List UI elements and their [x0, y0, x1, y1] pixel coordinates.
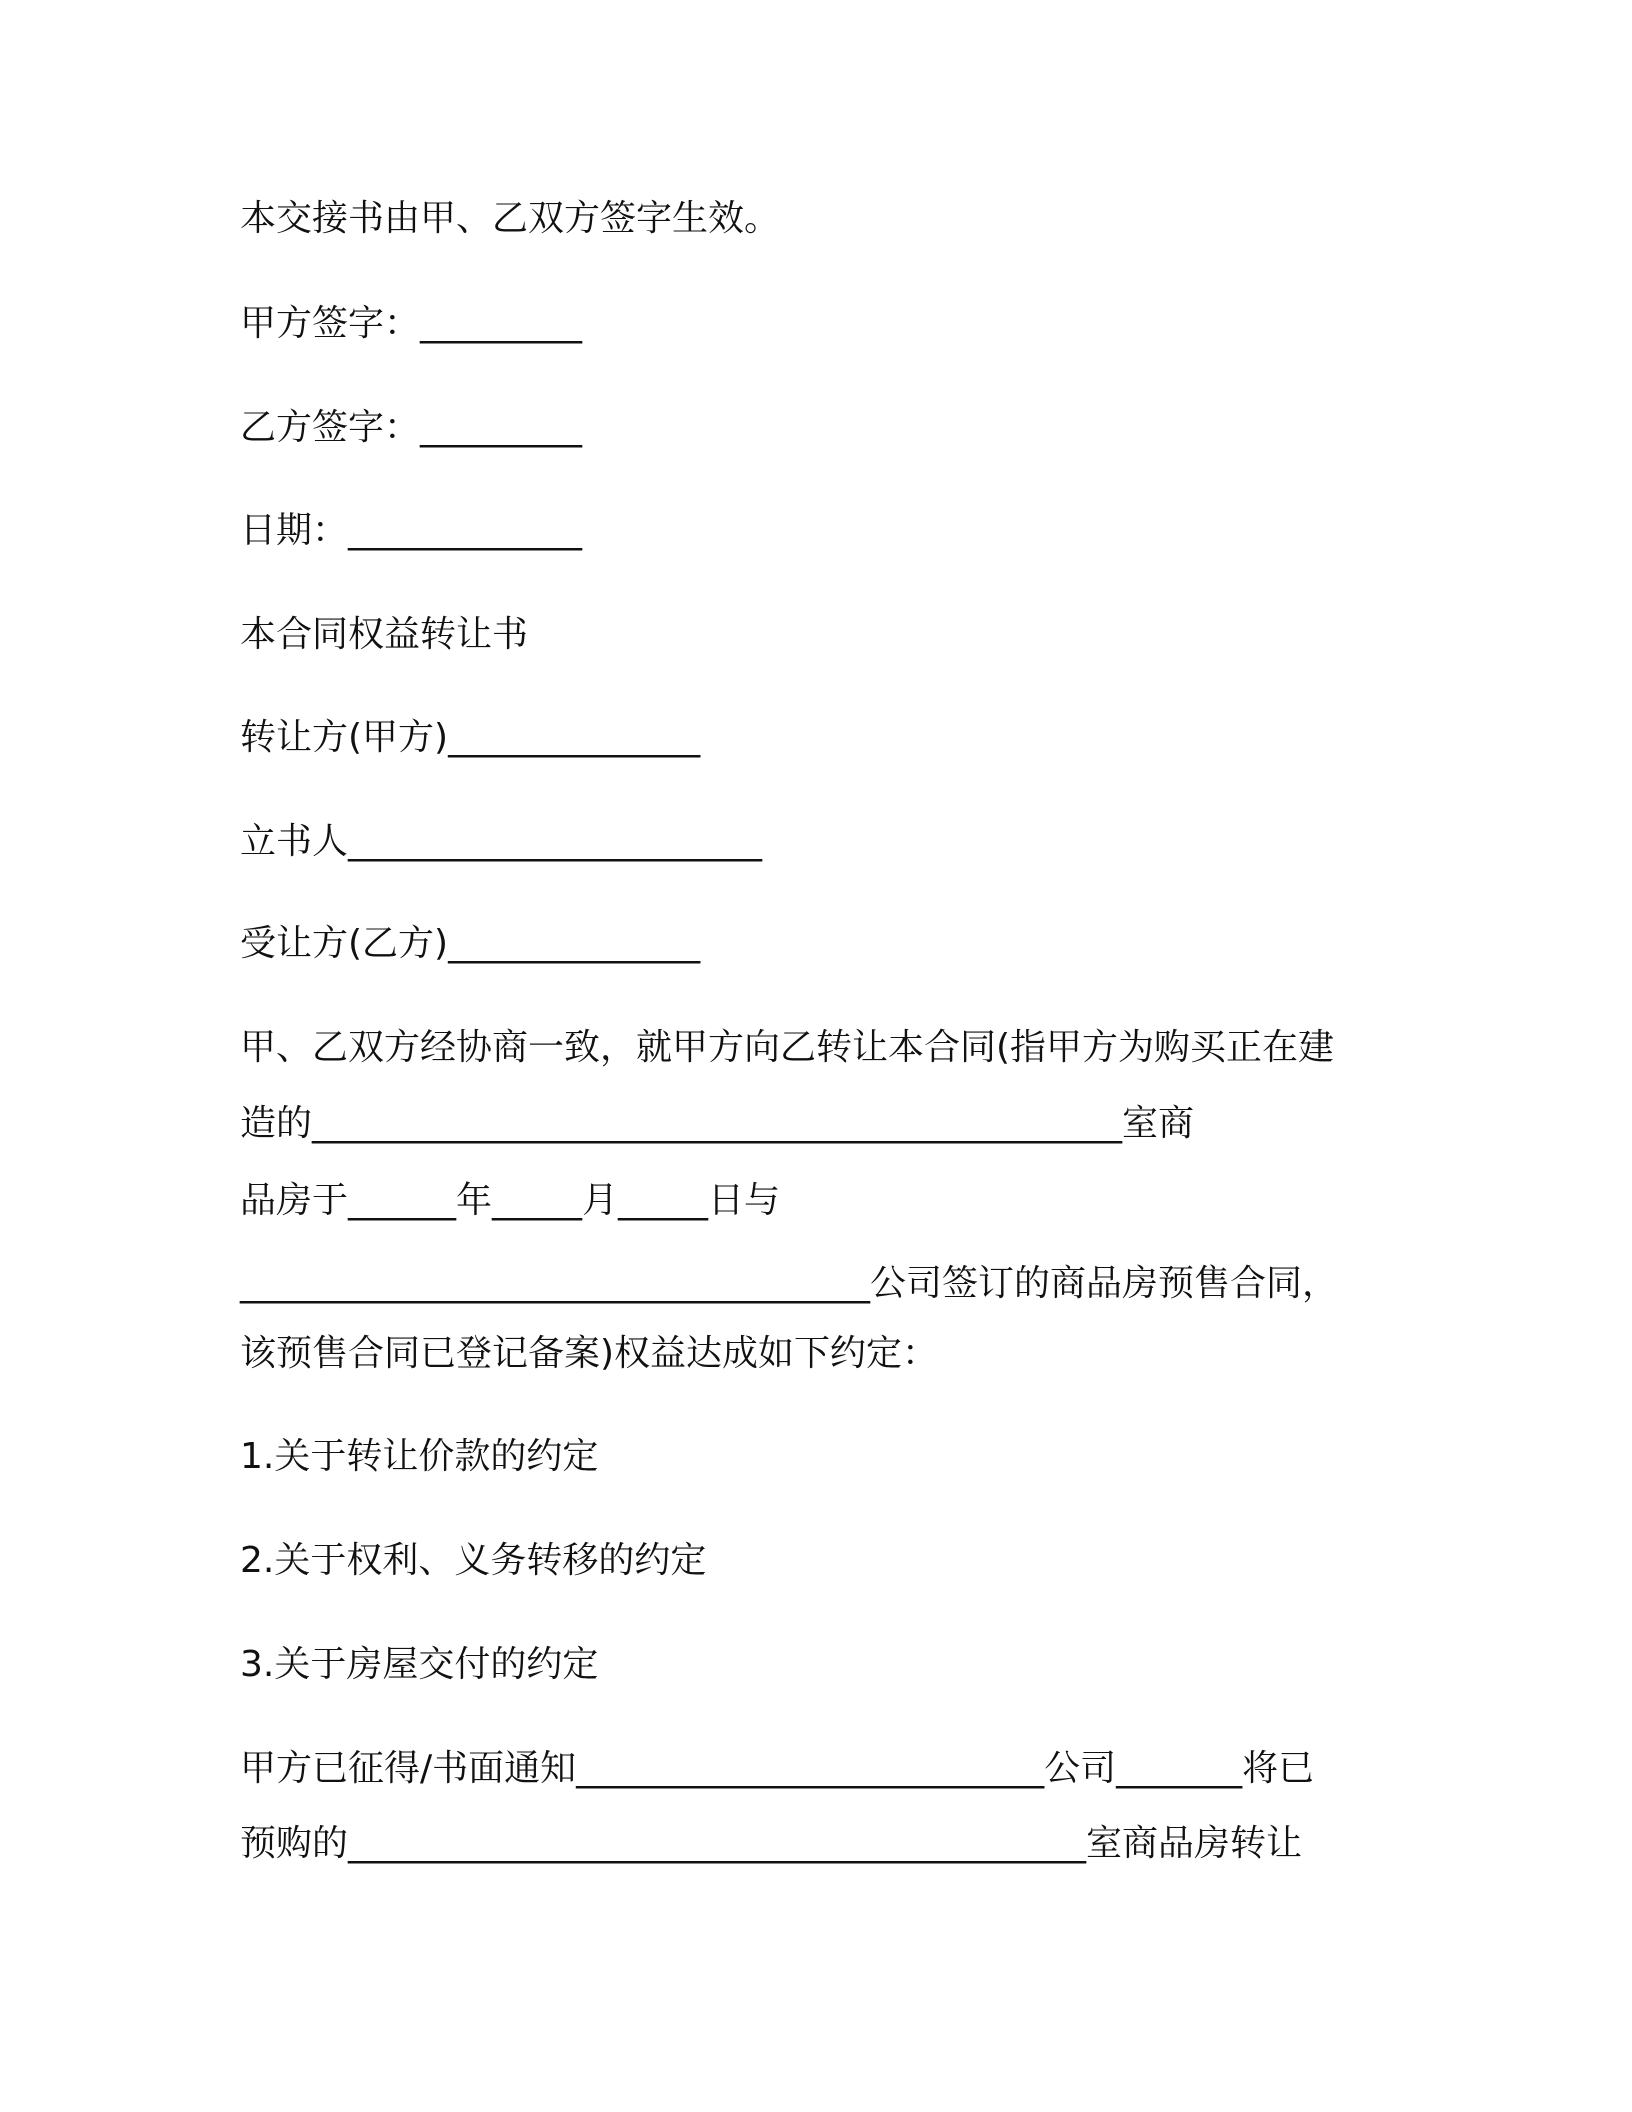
clause-2-heading: 2.关于权利、义务转移的约定: [240, 1540, 707, 1581]
transferor-line: 转让方(甲方)______________: [240, 717, 701, 758]
agreement-paragraph-line-2: 造的_____________________________________________室商: [240, 1103, 1194, 1144]
effectiveness-clause: 本交接书由甲、乙双方签字生效。: [240, 198, 781, 239]
agreement-paragraph-line-4: ___________________________________公司签订的商品房预售合同，: [240, 1263, 1339, 1304]
section-title: 本合同权益转让书: [240, 614, 529, 655]
agreement-paragraph-line-1: 甲、乙双方经协商一致，就甲方向乙转让本合同(指甲方为购买正在建: [240, 1027, 1335, 1068]
clause-3-heading: 3.关于房屋交付的约定: [240, 1644, 599, 1685]
party-b-signature-line: 乙方签字：_________: [240, 407, 583, 448]
party-a-signature-line: 甲方签字：_________: [240, 303, 583, 344]
transferee-line: 受让方(乙方)______________: [240, 923, 701, 964]
writer-line: 立书人_______________________: [240, 821, 763, 862]
notice-paragraph-line-2: 预购的_________________________________________室商品房转让: [240, 1823, 1303, 1864]
notice-paragraph-line-1: 甲方已征得/书面通知__________________________公司_______将已: [240, 1748, 1315, 1789]
clause-1-heading: 1.关于转让价款的约定: [240, 1436, 599, 1477]
agreement-paragraph-line-3: 品房于______年_____月_____日与: [240, 1180, 781, 1221]
agreement-paragraph-line-5: 该预售合同已登记备案)权益达成如下约定：: [240, 1333, 939, 1374]
date-line: 日期：_____________: [240, 510, 583, 551]
